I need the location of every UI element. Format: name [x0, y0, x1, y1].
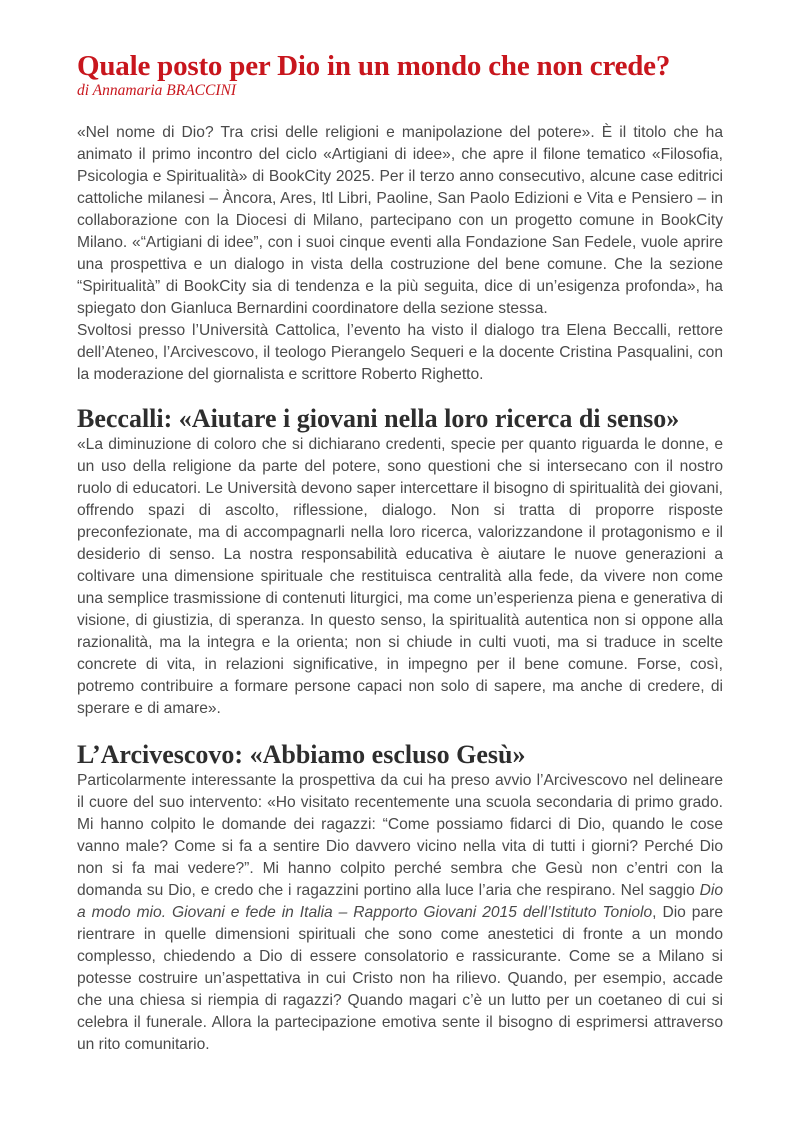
article-author: di Annamaria BRACCINI — [77, 82, 237, 99]
section-heading-beccalli: Beccalli: «Aiutare i giovani nella loro ricerca di senso» — [77, 404, 680, 433]
text-after-book-title: , Dio pare rientrare in quelle dimensioni spirituali che sono come anestetici di fronte a un mondo complesso, chiedendo a Dio di essere consolatorio e rassicurante. Come se a Milano si potesse costruire un’aspettativa in cui Cristo non ha rilievo. Quando, per esempio, accade che una chiesa si riempia di ragazzi? Quando magari c’è un lutto per un coetaneo di cui si celebra il funerale. Allora la partecipazione emotiva sente il bisogno di esprimersi attraverso un rito comunitario. — [77, 904, 724, 1053]
text-before-book-title: Particolarmente interessante la prospettiva da cui ha preso avvio l’Arcivescovo nel delineare il cuore del suo intervento: «Ho visitato recentemente una scuola secondaria di primo grado. Mi hanno colpito le domande dei ragazzi: “Come possiamo fidarci di Dio, quando le cose vanno male? Come si fa a sentire Dio davvero vicino nella vita di tutti i giorni? Perché Dio non si fa mai vedere?”. Mi hanno colpito perché sembra che Gesù non c’entri con la domanda su Dio, e credo che i ragazzini portino alla luce l’aria che respirano. Nel saggio — [77, 772, 723, 899]
intro-paragraph-1: «Nel nome di Dio? Tra crisi delle religioni e manipolazione del potere». È il titolo che ha animato il primo incontro del ciclo «Artigiani di idee», che apre il filone tematico «Filosofia, Psicologia e Spiritualità» di BookCity 2025. Per il terzo anno consecutivo, alcune case editrici cattoliche milanesi – Àncora, Ares, Itl Libri, Paoline, San Paolo Edizioni e Vita e Pensiero – in collaborazione con la Diocesi di Milano, partecipano con un progetto comune in BookCity Milano. «“Artigiani di idee”, con i suoi cinque eventi alla Fondazione San Fedele, vuole aprire una prospettiva e un dialogo in vista della costruzione del bene comune. Che la sezione “Spiritualità” di BookCity sia di tendenza e la più seguita, dice di un’esigenza profonda», ha spiegato don Gianluca Bernardini coordinatore della sezione stessa. — [77, 124, 723, 317]
article — [77, 50, 723, 1056]
article-title: Quale posto per Dio in un mondo che non crede? — [77, 50, 671, 82]
section-heading-arcivescovo: L’Arcivescovo: «Abbiamo escluso Gesù» — [77, 740, 526, 769]
section-text-arcivescovo — [77, 770, 723, 1056]
intro-paragraph-2: Svoltosi presso l’Università Cattolica, l’evento ha visto il dialogo tra Elena Beccalli, rettore dell’Ateneo, l’Arcivescovo, il teologo Pierangelo Sequeri e la docente Cristina Pasqualini, con la moderazione del giornalista e scrittore Roberto Righetto. — [77, 322, 723, 383]
book-title: Dio a modo mio. Giovani e fede in Italia – Rapporto Giovani 2015 dell’Istituto Toniolo — [77, 882, 723, 921]
section-arcivescovo — [77, 740, 723, 1056]
section-text-beccalli: «La diminuzione di coloro che si dichiarano credenti, specie per quanto riguarda le donne, e un uso della religione da parte del potere, sono questioni che si intersecano con il nostro ruolo di educatori. Le Università devono saper intercettare il bisogno di spiritualità dei giovani, offrendo spazi di ascolto, riflessione, dialogo. Non si tratta di proporre risposte preconfezionate, ma di accompagnarli nella loro ricerca, valorizzandone il protagonismo e il desiderio di senso. La nostra responsabilità educativa è aiutare le nuove generazioni a coltivare una dimensione spirituale che restituisca centralità alla fede, da vivere non come una semplice trasmissione di contenuti liturgici, ma come un’esperienza piena e generativa di visione, di giustizia, di speranza. In questo senso, la spiritualità autentica non si oppone alla razionalità, ma la integra e la orienta; non si chiude in culti vuoti, ma si traduce in scelte concrete di vita, in relazioni significative, in impegno per il bene comune. Forse, così, potremo contribuire a formare persone capaci non solo di sapere, ma anche di credere, di sperare e di amare». — [77, 436, 723, 717]
section-beccalli — [77, 404, 723, 720]
